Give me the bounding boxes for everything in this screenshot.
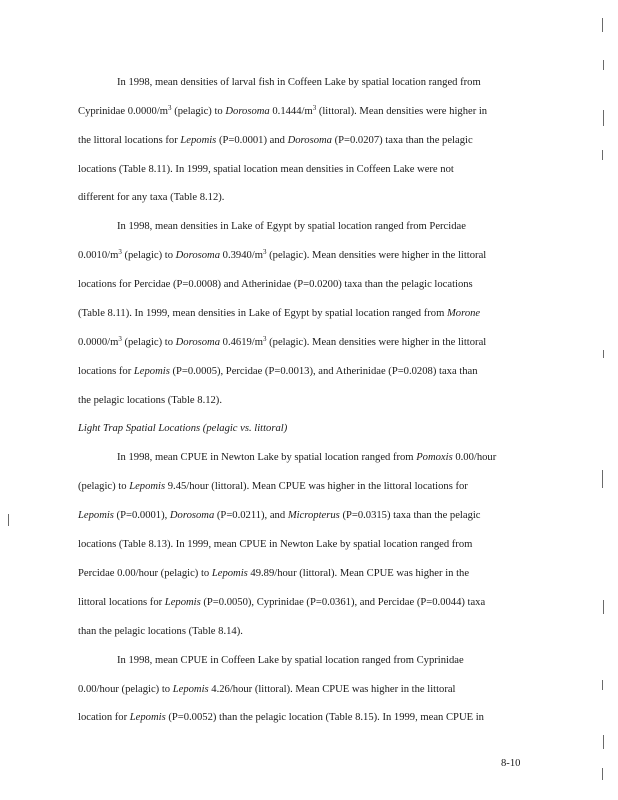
scan-edge-mark xyxy=(602,150,603,160)
text-run: (P=0.0211), and xyxy=(214,510,288,521)
taxon-italic: Lepomis xyxy=(180,135,217,146)
body-line xyxy=(78,596,546,609)
scan-edge-mark xyxy=(603,735,604,749)
taxon-italic: Lepomis xyxy=(211,568,248,579)
text-run: 49.89/hour (littoral). Mean CPUE was higher in the xyxy=(247,568,470,579)
text-run: littoral locations for xyxy=(78,597,165,608)
text-run: Cyprinidae 0.0000/m xyxy=(78,106,169,117)
taxon-italic: Lepomis xyxy=(78,510,114,521)
taxon-italic: Pomoxis xyxy=(416,452,453,463)
superscript: 3 xyxy=(312,104,317,112)
text-run: In 1998, mean CPUE in Coffeen Lake by spatial location ranged from Cyprinidae xyxy=(117,655,464,666)
body-line xyxy=(78,163,546,176)
text-run: 0.4619/m xyxy=(220,337,263,348)
scan-edge-mark xyxy=(8,514,9,526)
superscript: 3 xyxy=(168,104,172,112)
text-run: 4.26/hour (littoral). Mean CPUE was higher in the littoral xyxy=(208,684,456,695)
scan-edge-mark xyxy=(602,768,603,780)
taxon-italic: Lepomis xyxy=(133,366,170,377)
text-run: locations for Percidae (P=0.0008) and Atherinidae (P=0.0200) taxa than the pelagic locations xyxy=(78,279,473,290)
scan-edge-mark xyxy=(603,110,604,126)
body-line xyxy=(78,711,546,724)
scan-edge-mark xyxy=(602,680,603,690)
superscript: 3 xyxy=(118,335,122,343)
superscript: 3 xyxy=(262,335,267,343)
text-run: than the pelagic locations (Table 8.14). xyxy=(78,626,243,637)
text-run: different for any taxa (Table 8.12). xyxy=(78,192,225,203)
text-run: locations (Table 8.13). In 1999, mean CPUE in Newton Lake by spatial location ranged from xyxy=(78,539,473,550)
text-run: In 1998, mean densities in Lake of Egypt by spatial location ranged from Percidae xyxy=(117,221,466,232)
taxon-italic: Lepomis xyxy=(129,712,166,723)
scan-edge-mark xyxy=(603,600,604,614)
text-run: (pelagic) to xyxy=(121,250,176,261)
text-run: (P=0.0001) and xyxy=(216,135,288,146)
body-line xyxy=(78,336,546,349)
text-run: locations for xyxy=(78,366,134,377)
taxon-italic: Dorosoma xyxy=(169,510,215,521)
text-run: (P=0.0207) taxa than the pelagic xyxy=(331,135,473,146)
taxon-italic: Lepomis xyxy=(129,481,166,492)
body-line xyxy=(78,191,546,204)
superscript: 3 xyxy=(262,248,267,256)
taxon-italic: Morone xyxy=(446,308,481,319)
scan-edge-mark xyxy=(603,60,604,70)
body-line xyxy=(78,538,546,551)
body-line xyxy=(78,365,546,378)
body-line xyxy=(117,220,547,233)
text-run: 0.0000/m xyxy=(78,337,119,348)
body-line xyxy=(78,278,546,291)
body-line xyxy=(78,134,546,147)
scan-edge-mark xyxy=(602,18,603,32)
text-run: (P=0.0052) than the pelagic location (Table 8.15). In 1999, mean CPUE in xyxy=(165,712,484,723)
body-line xyxy=(78,394,546,407)
text-run: 0.00/hour xyxy=(452,452,497,463)
scan-edge-mark xyxy=(602,470,603,488)
page-number: 8-10 xyxy=(501,758,521,769)
text-run: In 1998, mean CPUE in Newton Lake by spatial location ranged from xyxy=(117,452,417,463)
taxon-italic: Dorosoma xyxy=(175,250,220,261)
text-run: the pelagic locations (Table 8.12). xyxy=(78,395,222,406)
text-run: (Table 8.11). In 1999, mean densities in Lake of Egypt by spatial location ranged from xyxy=(78,308,447,319)
text-run: location for xyxy=(78,712,130,723)
taxon-italic: Micropterus xyxy=(287,510,340,521)
body-line xyxy=(78,567,546,580)
body-line xyxy=(117,76,547,89)
body-line xyxy=(78,307,546,320)
text-run: (pelagic). Mean densities were higher in the littoral xyxy=(266,250,487,261)
taxon-italic: Dorosoma xyxy=(225,106,270,117)
scan-edge-mark xyxy=(603,350,604,358)
taxon-italic: Lepomis xyxy=(164,597,201,608)
text-run: Percidae 0.00/hour (pelagic) to xyxy=(78,568,212,579)
body-line xyxy=(78,105,546,118)
superscript: 3 xyxy=(118,248,122,256)
text-run: (P=0.0050), Cyprinidae (P=0.0361), and Percidae (P=0.0044) taxa xyxy=(200,597,486,608)
body-line xyxy=(78,509,546,522)
text-run: (P=0.0001), xyxy=(113,510,170,521)
text-run: (littoral). Mean densities were higher in xyxy=(316,106,488,117)
body-line xyxy=(117,451,547,464)
body-line xyxy=(78,625,546,638)
text-run: (pelagic). Mean densities were higher in the littoral xyxy=(266,337,487,348)
text-run: 0.3940/m xyxy=(220,250,263,261)
text-run: 0.00/hour (pelagic) to xyxy=(78,684,173,695)
body-line xyxy=(78,683,546,696)
text-run: 0.1444/m xyxy=(269,106,313,117)
text-run: (P=0.0005), Percidae (P=0.0013), and Atherinidae (P=0.0208) taxa than xyxy=(169,366,478,377)
text-run: (pelagic) to xyxy=(171,106,226,117)
body-line xyxy=(78,249,546,262)
text-run: locations (Table 8.11). In 1999, spatial location mean densities in Coffeen Lake were not xyxy=(78,164,454,175)
text-run: 0.0010/m xyxy=(78,250,119,261)
taxon-italic: Dorosoma xyxy=(287,135,332,146)
text-run: Light Trap Spatial Locations (pelagic vs. littoral) xyxy=(78,423,288,434)
taxon-italic: Lepomis xyxy=(172,684,209,695)
body-line xyxy=(78,480,546,493)
section-heading xyxy=(78,422,546,435)
text-run: (pelagic) to xyxy=(78,481,130,492)
taxon-italic: Dorosoma xyxy=(175,337,220,348)
text-run: In 1998, mean densities of larval fish in Coffeen Lake by spatial location ranged from xyxy=(117,77,481,88)
text-run: 9.45/hour (littoral). Mean CPUE was higher in the littoral locations for xyxy=(165,481,468,492)
text-run: (P=0.0315) taxa than the pelagic xyxy=(339,510,481,521)
text-run: the littoral locations for xyxy=(78,135,181,146)
text-run: (pelagic) to xyxy=(121,337,176,348)
body-line xyxy=(117,654,547,667)
